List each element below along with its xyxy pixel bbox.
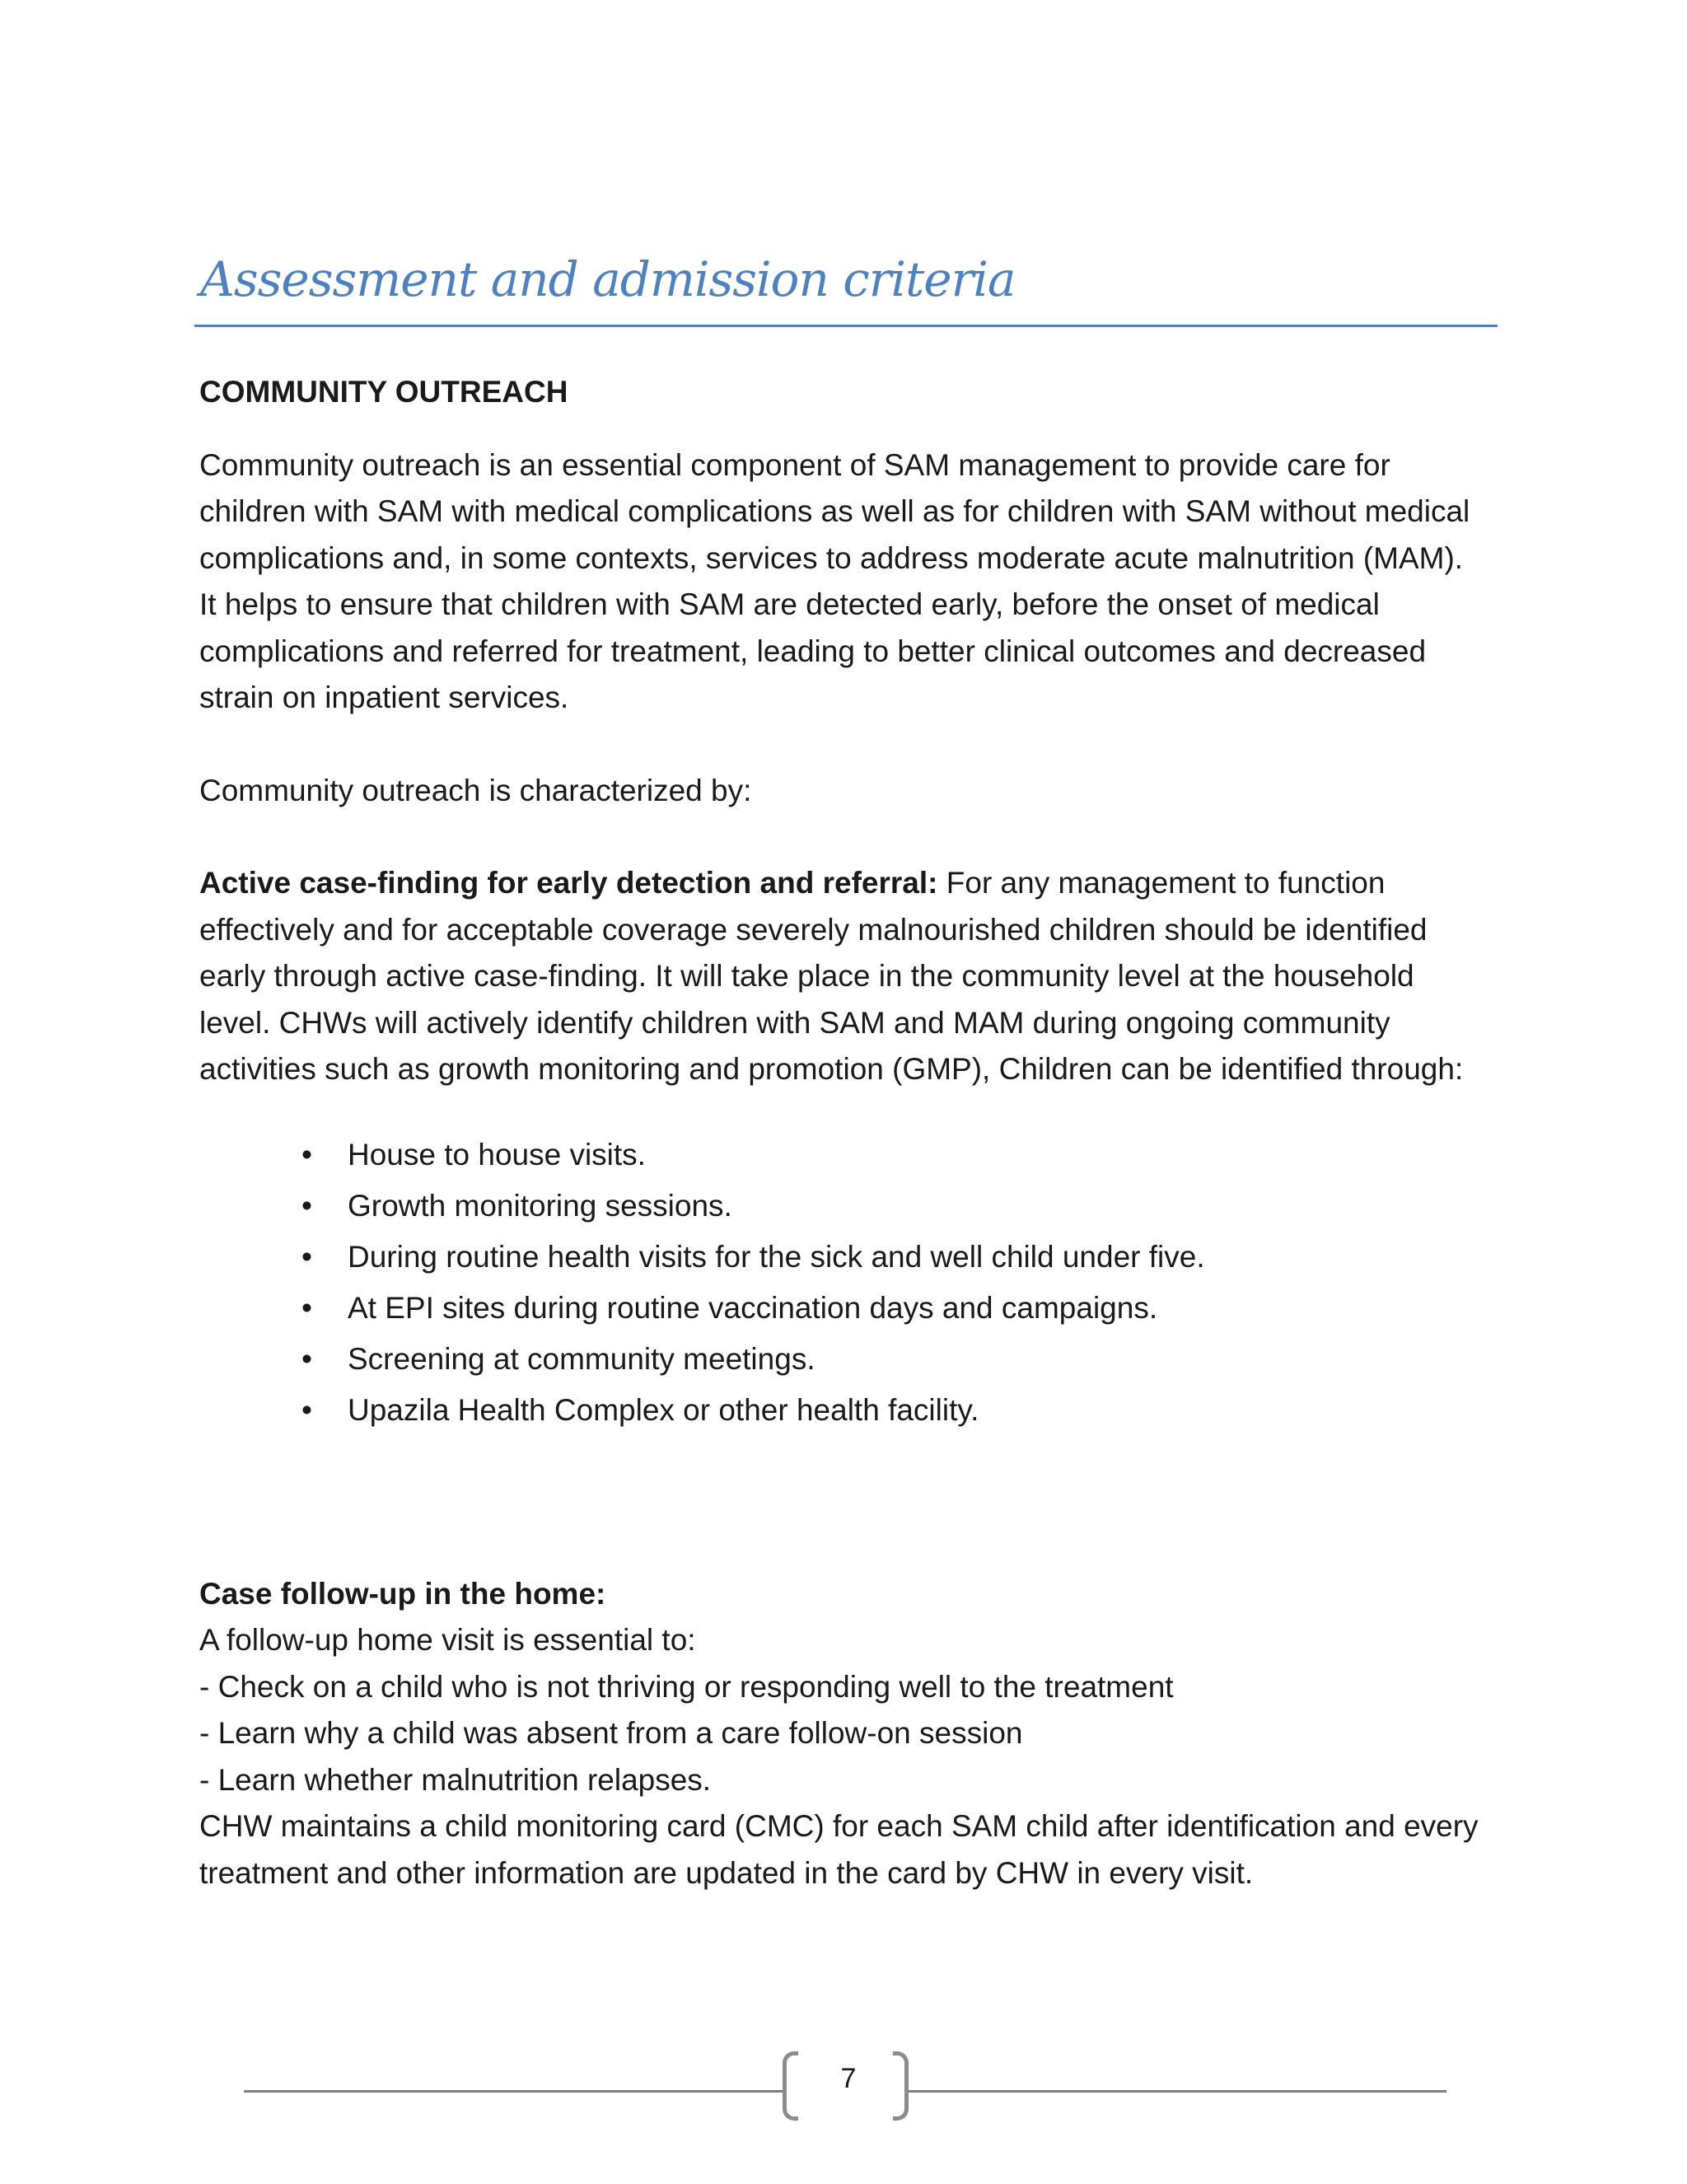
footer-rule-right <box>908 2090 1446 2093</box>
follow-up-line: CHW maintains a child monitoring card (CMC) for each SAM child after identification and every <box>199 1809 1479 1843</box>
list-item <box>301 1232 1501 1283</box>
list-item <box>301 1385 1501 1436</box>
list-item <box>301 1181 1501 1232</box>
bullet-icon: • <box>301 1392 312 1427</box>
list-item <box>301 1129 1501 1181</box>
intro-line: children with SAM with medical complications as well as for children with SAM without medical <box>199 494 1470 528</box>
follow-up-line: - Learn why a child was absent from a care follow-on session <box>199 1716 1023 1750</box>
list-item-text: House to house visits. <box>348 1137 646 1172</box>
bullet-icon: • <box>301 1239 312 1274</box>
intro-line: Community outreach is an essential component of SAM management to provide care for <box>199 447 1390 482</box>
list-item <box>301 1283 1501 1334</box>
case-finding-line: effectively and for acceptable coverage severely malnourished children should be identified <box>199 912 1428 947</box>
section-heading: COMMUNITY OUTREACH <box>199 375 568 409</box>
list-item-text: Upazila Health Complex or other health facility. <box>348 1392 979 1427</box>
case-finding-line: early through active case-finding. It will take place in the community level at the household <box>199 959 1414 993</box>
intro-line: strain on inpatient services. <box>199 680 569 714</box>
follow-up-line: - Learn whether malnutrition relapses. <box>199 1762 712 1797</box>
case-finding-line: For any management to function <box>937 866 1386 900</box>
intro-line: complications and referred for treatment, leading to better clinical outcomes and decreased <box>199 634 1427 668</box>
follow-up-heading: Case follow-up in the home: <box>199 1576 606 1611</box>
follow-up-section <box>199 1571 1501 1897</box>
page-title: Assessment and admission criteria <box>200 251 1016 307</box>
bullet-icon: • <box>301 1290 312 1325</box>
page-number: 7 <box>840 2063 857 2094</box>
follow-up-line: - Check on a child who is not thriving or responding well to the treatment <box>199 1669 1174 1704</box>
footer-rule-left <box>244 2090 783 2093</box>
case-finding-heading: Active case-finding for early detection and referral: <box>199 866 938 900</box>
intro-paragraph <box>199 442 1501 722</box>
case-finding-first-line <box>199 860 1501 907</box>
bullet-icon: • <box>301 1137 312 1172</box>
bullet-icon: • <box>301 1188 312 1223</box>
intro-line: complications and, in some contexts, services to address moderate acute malnutrition (MAM). <box>199 540 1464 575</box>
document-body <box>199 369 1501 1896</box>
identification-list <box>199 1129 1501 1436</box>
spacer <box>199 814 1501 860</box>
list-item-text: Screening at community meetings. <box>348 1341 815 1376</box>
list-item <box>301 1334 1501 1385</box>
list-item-text: Growth monitoring sessions. <box>348 1188 732 1223</box>
bullet-icon: • <box>301 1341 312 1376</box>
list-item-text: During routine health visits for the sick and well child under five. <box>348 1239 1205 1274</box>
footer-open-bracket-icon <box>783 2051 798 2121</box>
follow-up-line: A follow-up home visit is essential to: <box>199 1623 696 1657</box>
spacer <box>199 722 1501 768</box>
list-item-text: At EPI sites during routine vaccination days and campaigns. <box>348 1290 1158 1325</box>
case-finding-line: level. CHWs will actively identify children with SAM and MAM during ongoing community <box>199 1005 1390 1040</box>
spacer <box>199 1093 1501 1129</box>
follow-up-line: treatment and other information are updated in the card by CHW in every visit. <box>199 1855 1254 1890</box>
footer-close-bracket-icon <box>893 2051 909 2121</box>
characterized-by: Community outreach is characterized by: <box>199 773 752 807</box>
intro-line: It helps to ensure that children with SAM are detected early, before the onset of medical <box>199 587 1380 621</box>
case-finding-line: activities such as growth monitoring and promotion (GMP), Children can be identified through: <box>199 1052 1464 1086</box>
case-finding-paragraph <box>199 860 1501 1093</box>
title-underline <box>194 325 1498 327</box>
spacer <box>199 1436 1501 1571</box>
